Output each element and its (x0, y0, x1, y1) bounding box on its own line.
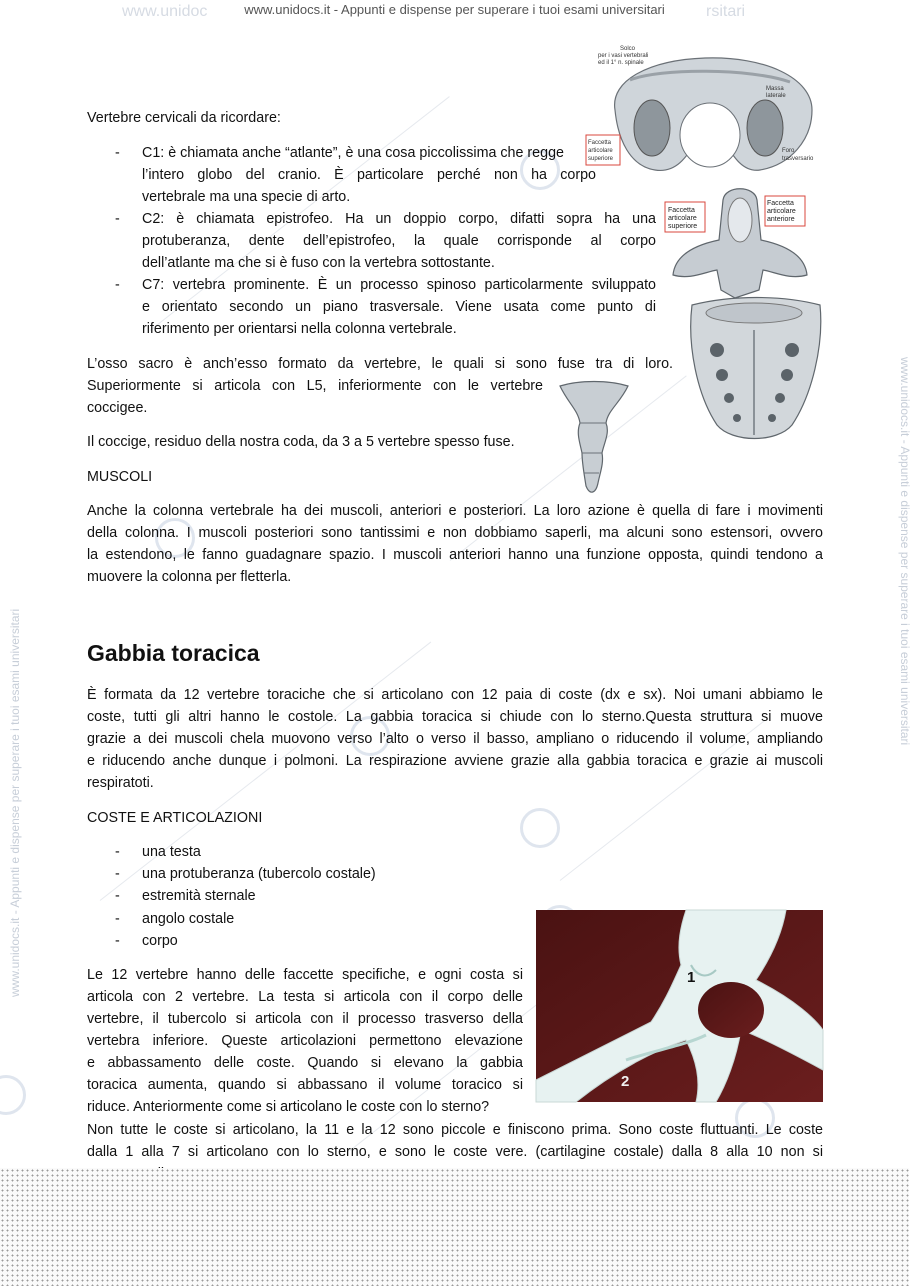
vertebre-line3: vertebre, il tubercolo si articola con il processo trasverso della (87, 1011, 523, 1027)
list-item-c7-line2: e orientato secondo un piano trasversale. Viene usata come punto di (142, 299, 656, 315)
muscoli-line2: della colonna. I muscoli posteriori sono tantissimi e non dobbiamo saperli, ma alcuni sono estensori, ovvero (87, 525, 823, 541)
list-dash: - (115, 844, 120, 860)
svg-text:articolare: articolare (668, 215, 697, 222)
rib-vertebra-photo (536, 910, 823, 1102)
list-item-c1-line1: C1: è chiamata anche “atlante”, è una cosa piccolissima che regge (142, 145, 564, 161)
coste-item: una testa (142, 844, 201, 860)
svg-text:trasversario: trasversario (782, 156, 814, 162)
gabbia-line2: coste, tutti gli altri hanno le costole. La gabbia toracica si chiude con lo sterno.Questa struttura si muove (87, 709, 823, 725)
svg-text:Faccetta: Faccetta (668, 207, 695, 214)
svg-text:Solco: Solco (620, 46, 636, 52)
list-item-c1-line2: l’intero globo del cranio. È particolare perché non ha corpo (142, 167, 596, 183)
list-item-c7-line3: riferimento per orientarsi nella colonna vertebrale. (142, 321, 457, 337)
coste-item: una protuberanza (tubercolo costale) (142, 866, 376, 882)
list-dash: - (115, 277, 120, 293)
sacro-line1: L’osso sacro è anch’esso formato da vertebre, le quali si sono fuse tra di loro. (87, 356, 673, 372)
vertebre-line5: e abbassamento delle coste. Quando si elevano la gabbia (87, 1055, 523, 1071)
watermark-logo-icon (0, 1075, 26, 1115)
section-heading: Gabbia toracica (87, 640, 260, 666)
vertebre-line4: vertebra inferiore. Queste articolazioni permettono elevazione (87, 1033, 523, 1049)
vertebre-line6: toracica aumenta, quando si abbassano il volume toracico si (87, 1077, 523, 1093)
watermark-side-right: www.unidocs.it - Appunti e dispense per superare i tuoi esami universitari (898, 357, 912, 746)
list-item-c2-line2: protuberanza, dente dell’epistrofeo, la quale corrisponde al corpo (142, 233, 656, 249)
gabbia-line3: grazie a dei muscoli chela muovono verso l’alto o verso il basso, ampliano o riducendo il volume, ampliando (87, 731, 823, 747)
list-item-c7-line1: C7: vertebra prominente. È un processo spinoso particolarmente sviluppato (142, 277, 656, 293)
svg-text:2: 2 (621, 1073, 630, 1090)
list-dash: - (115, 888, 120, 904)
coste-title: COSTE E ARTICOLAZIONI (87, 810, 263, 826)
atlas-vertebra-figure (590, 40, 830, 182)
list-dash: - (115, 866, 120, 882)
svg-text:superiore: superiore (588, 156, 614, 162)
vertebre-line2: articola con 2 vertebre. La testa si articola con il corpo delle (87, 989, 523, 1005)
muscoli-line3: la estendono, le fanno guadagnare spazio. I muscoli anteriori hanno una funzione opposta, quindi tendono a (87, 547, 823, 563)
final-line1: Non tutte le coste si articolano, la 11 e la 12 sono piccole e finiscono prima. Sono coste fluttuanti. Le coste (87, 1122, 823, 1138)
list-dash: - (115, 911, 120, 927)
svg-text:Faccetta: Faccetta (767, 200, 794, 207)
svg-text:Foro: Foro (782, 148, 795, 154)
vertebre-line1: Le 12 vertebre hanno delle faccette specifiche, e ogni costa si (87, 967, 523, 983)
svg-text:Faccetta: Faccetta (588, 140, 612, 146)
watermark-side-left: www.unidocs.it - Appunti e dispense per superare i tuoi esami universitari (8, 608, 22, 997)
muscoli-title: MUSCOLI (87, 469, 153, 485)
gabbia-line5: respiratoti. (87, 775, 154, 791)
vertebre-line7: riduce. Anteriormente come si articolano le coste con lo sterno? (87, 1099, 490, 1115)
coccyx-figure (554, 378, 634, 500)
svg-text:Massa: Massa (766, 86, 784, 92)
svg-text:per i vasi vertebrali: per i vasi vertebrali (598, 53, 649, 59)
list-item-c1-line3: vertebrale ma una specie di arto. (142, 189, 351, 205)
list-dash: - (115, 145, 120, 161)
coste-item: estremità sternale (142, 888, 256, 904)
cervical-intro: Vertebre cervicali da ricordare: (87, 110, 281, 126)
muscoli-line1: Anche la colonna vertebrale ha dei muscoli, anteriori e posteriori. La loro azione è quella di fare i movimenti (87, 503, 823, 519)
final-line2: dalla 1 alla 7 si articolano con lo sterno, e sono le coste vere. (cartilagine costale) dalla 8 alla 10 non si (87, 1144, 823, 1160)
coccige-text: Il coccige, residuo della nostra coda, da 3 a 5 vertebre spesso fuse. (87, 434, 515, 450)
preview-mask (0, 1168, 909, 1286)
gabbia-line4: e riducendo anche dunque i polmoni. La respirazione avviene grazie alla gabbia toracica e grazie ai muscoli (87, 753, 823, 769)
svg-text:1: 1 (687, 969, 696, 986)
svg-text:articolare: articolare (767, 208, 796, 215)
sacro-line2: Superiormente si articola con L5, inferiormente con le vertebre (87, 378, 543, 394)
sacro-line3: coccigee. (87, 400, 148, 416)
coste-item: corpo (142, 933, 178, 949)
list-item-c2-line1: C2: è chiamata epistrofeo. Ha un doppio corpo, difatti sopra ha una (142, 211, 656, 227)
svg-text:anteriore: anteriore (767, 216, 795, 223)
list-dash: - (115, 211, 120, 227)
axis-vertebra-figure (665, 180, 825, 302)
svg-text:laterale: laterale (766, 93, 786, 99)
list-dash: - (115, 933, 120, 949)
list-item-c2-line3: dell’atlante ma che si è fuso con la vertebra sottostante. (142, 255, 495, 271)
gabbia-line1: È formata da 12 vertebre toraciche che si articolano con 12 paia di coste (dx e sx). Noi umani abbiamo le (87, 687, 823, 703)
coste-item: angolo costale (142, 911, 235, 927)
sacrum-figure (682, 295, 827, 445)
svg-text:superiore: superiore (668, 223, 698, 230)
watermark-header: www.unidoc www.unidocs.it - Appunti e dispense per superare i tuoi esami universitari rsitari (122, 2, 746, 20)
watermark-logo-icon (520, 808, 560, 848)
muscoli-line4: muovere la colonna per fletterla. (87, 569, 292, 585)
svg-text:ed il 1° n. spinale: ed il 1° n. spinale (598, 60, 644, 66)
svg-text:articolare: articolare (588, 148, 613, 154)
